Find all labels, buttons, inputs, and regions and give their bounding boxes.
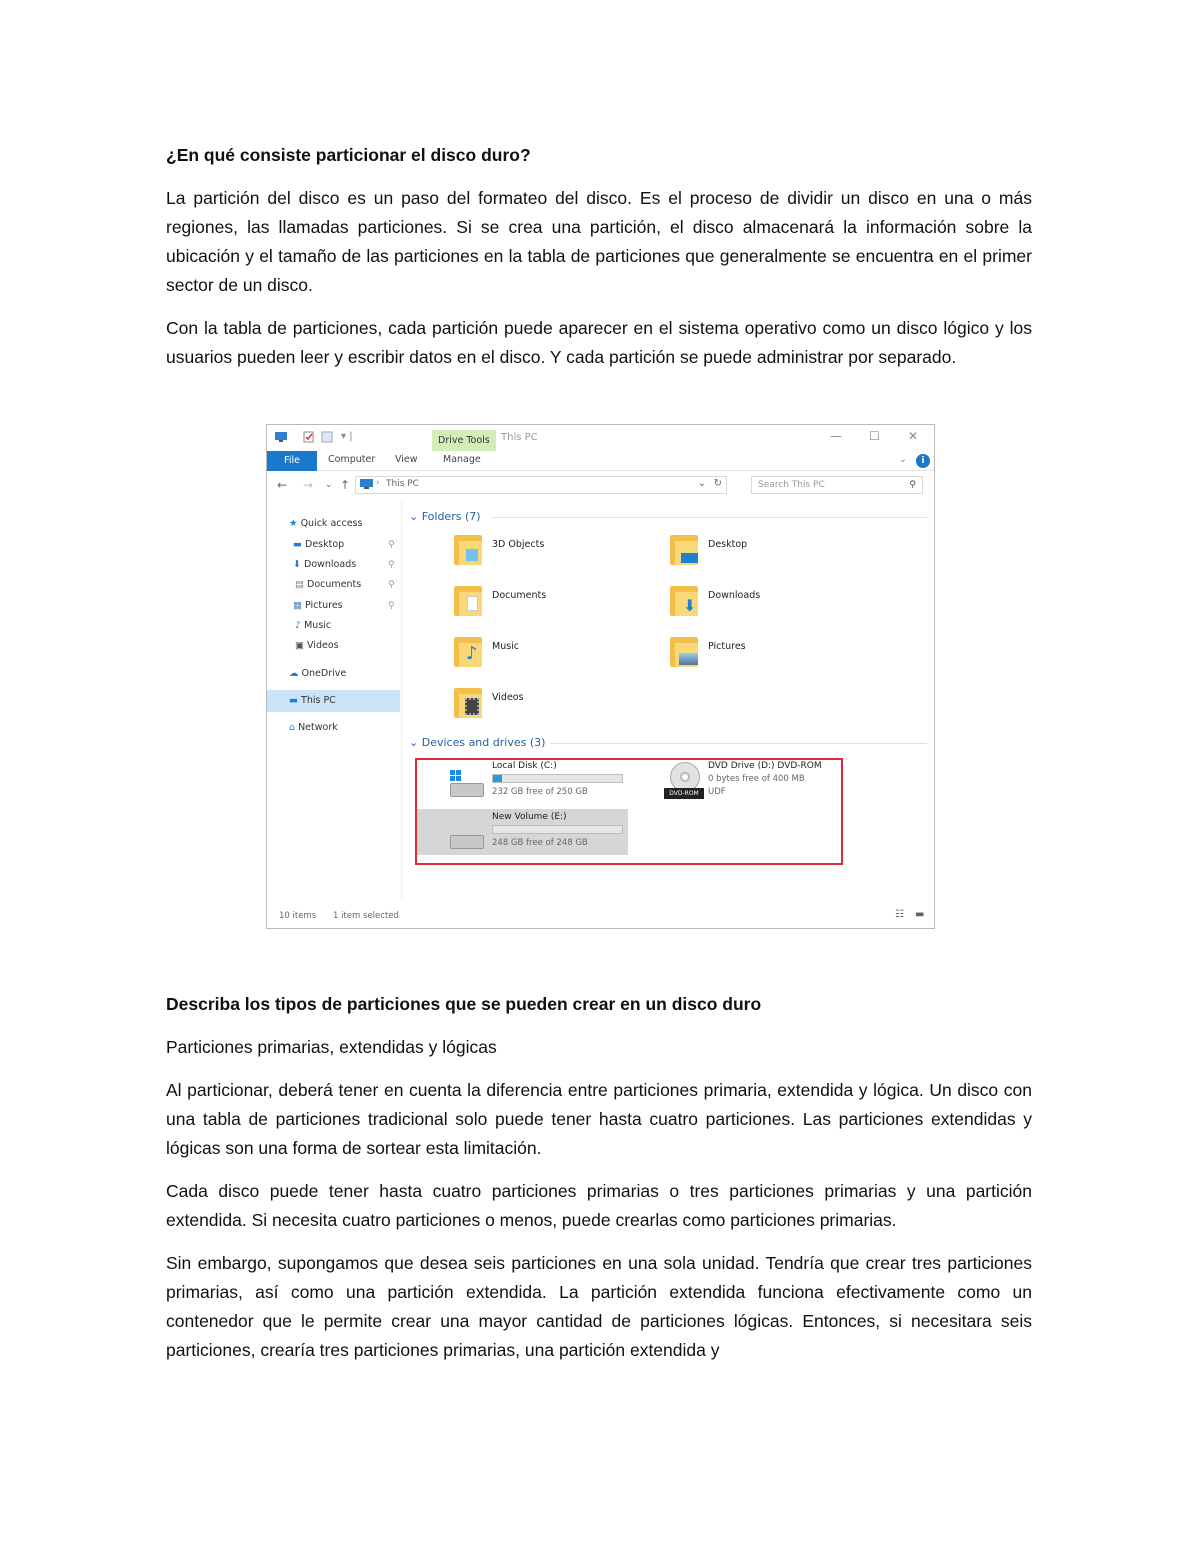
close-icon[interactable]: ✕ [908,429,919,443]
chevron-down-icon: ⌄ [409,510,419,523]
tiles-view-icon[interactable]: ▬ [915,909,925,920]
qa-dropdown-icon[interactable]: ▾ | [341,431,353,442]
tab-manage[interactable]: Manage [443,454,481,465]
search-placeholder: Search This PC [758,480,825,490]
drive-dvd-name[interactable]: DVD Drive (D:) DVD-ROM [708,761,822,771]
tab-view[interactable]: View [395,454,418,465]
nav-documents[interactable]: ▤ Documents [295,579,362,590]
drive-tools-tab[interactable]: Drive Tools [432,430,496,451]
section-partitioning [166,141,1032,372]
status-bar [267,907,934,927]
picture-icon: ▦ [293,600,302,611]
nav-this-pc[interactable]: ▬ This PC [289,695,336,706]
paragraph-4: Al particionar, deberá tener en cuenta la diferencia entre particiones primaria, extendida y lógica. Un disco con una tabla de particiones tradicional solo puede tener hasta cuatro particiones. Las particiones extendidas y lógicas son una forma de sortear esta limitación. [166,1080,1032,1158]
usage-fill [493,775,502,782]
window-title: This PC [501,432,538,443]
paragraph-3: Particiones primarias, extendidas y lógicas [166,1037,497,1057]
status-selected: 1 item selected [333,911,399,921]
minimize-icon[interactable]: — [830,429,842,443]
hard-drive-icon[interactable] [450,835,484,849]
paragraph-1: La partición del disco es un paso del formateo del disco. Es el proceso de dividir un disco en una o más regiones, las llamadas particiones. Si se crea una partición, el disco almacenará la información sobre la ubicación y el tamaño de las particiones en la tabla de particiones que generalmente se encuentra en el primer sector de un disco. [166,188,1032,295]
address-row [267,472,934,498]
folder-3d-objects[interactable]: 3D Objects [492,539,545,550]
hard-drive-icon[interactable] [450,783,484,797]
group-divider [491,517,927,518]
chevron-down-icon: ⌄ [409,736,419,749]
music-icon: ♪ [295,620,302,631]
folder-desktop-icon[interactable] [670,535,698,565]
nav-network[interactable]: ⌂ Network [289,722,338,733]
dvd-rom-label: DVD-ROM [664,788,704,799]
windows-logo-icon [450,770,462,782]
recent-dropdown-icon[interactable]: ⌄ [325,480,333,490]
back-arrow-icon[interactable]: ← [277,478,288,492]
network-icon: ⌂ [289,722,296,733]
drive-new-volume-usage-bar [492,825,623,834]
tab-file[interactable]: File [267,451,317,471]
nav-videos[interactable]: ▣ Videos [295,640,339,651]
status-item-count: 10 items [279,911,317,921]
nav-quick-access[interactable]: ★ Quick access [289,518,363,529]
heading-partition-types: Describa los tipos de particiones que se pueden crear en un disco duro [166,994,762,1014]
explorer-screenshot [266,424,935,929]
this-pc-icon [360,479,373,490]
search-icon: ⚲ [909,480,916,490]
nav-desktop[interactable]: ▬ Desktop [293,539,345,550]
up-arrow-icon[interactable]: ↑ [340,478,351,492]
folder-videos-icon[interactable] [454,688,482,718]
refresh-icon[interactable]: ↻ [713,478,722,489]
paragraph-5: Cada disco puede tener hasta cuatro particiones primarias o tres particiones primarias y una partición extendida. Si necesita cuatro particiones o menos, puede crearlas como particiones primarias. [166,1181,1032,1230]
properties-icon[interactable] [303,431,315,443]
folder-documents[interactable]: Documents [492,590,547,601]
forward-arrow-icon[interactable]: → [303,478,314,492]
drive-local-usage-bar [492,774,623,783]
details-view-icon[interactable]: ☷ [895,909,904,920]
computer-icon: ▬ [289,695,298,706]
ribbon-tabs [267,451,934,471]
folder-downloads[interactable]: Downloads [708,590,761,601]
ribbon-expand-icon[interactable]: ⌄ [899,454,907,465]
star-icon: ★ [289,518,298,529]
tab-computer[interactable]: Computer [328,454,376,465]
drive-new-volume-name[interactable]: New Volume (E:) [492,812,567,822]
help-icon[interactable]: i [916,454,930,468]
folders-group-header[interactable]: ⌄ Folders (7) [409,510,481,523]
paragraph-2: Con la tabla de particiones, cada partición puede aparecer en el sistema operativo como un disco lógico y los usuarios pueden leer y escribir datos en el disco. Y cada partición se puede administrar por separado. [166,318,1032,367]
nav-pictures[interactable]: ▦ Pictures [293,600,343,611]
desktop-icon: ▬ [293,539,302,550]
address-dropdown-icon[interactable]: ⌄ [697,478,706,489]
folder-pictures-icon[interactable] [670,637,698,667]
download-icon: ⬇ [293,559,301,570]
nav-music[interactable]: ♪ Music [295,620,332,631]
drive-dvd-filesystem: UDF [708,787,726,797]
pin-icon[interactable]: ⚲ [388,580,395,590]
search-input[interactable] [751,476,923,494]
title-bar [267,425,934,451]
folder-videos[interactable]: Videos [492,692,524,703]
document-icon: ▤ [295,579,304,590]
paragraph-6: Sin embargo, supongamos que desea seis particiones en una sola unidad. Tendría que crear tres particiones primarias, así como una partición extendida. La partición extendida funciona efectivamente como un contenedor que le permite crear una mayor cantidad de particiones lógicas. Entonces, si necesitara seis particiones, crearía tres particiones primarias, una partición extendida y [166,1253,1032,1360]
video-icon: ▣ [295,640,304,651]
drive-new-volume-free: 248 GB free of 248 GB [492,838,588,848]
pin-icon[interactable]: ⚲ [388,540,395,550]
address-separator-icon: › [376,478,380,488]
computer-icon [275,431,287,443]
group-divider [550,743,927,744]
folder-pictures[interactable]: Pictures [708,641,746,652]
drive-local-free: 232 GB free of 250 GB [492,787,588,797]
devices-group-header[interactable]: ⌄ Devices and drives (3) [409,736,546,749]
drive-local-name[interactable]: Local Disk (C:) [492,761,557,771]
navigation-pane [267,500,402,900]
address-text: This PC [386,479,419,489]
folder-music[interactable]: Music [492,641,520,652]
address-bar[interactable] [355,476,727,494]
folder-desktop[interactable]: Desktop [708,539,748,550]
nav-downloads[interactable]: ⬇ Downloads [293,559,357,570]
section-partition-types [166,990,1032,1365]
pin-icon[interactable]: ⚲ [388,560,395,570]
folder-documents-icon[interactable] [454,586,482,616]
nav-onedrive[interactable]: ☁ OneDrive [289,668,347,679]
new-folder-icon[interactable] [321,431,333,443]
pin-icon[interactable]: ⚲ [388,601,395,611]
heading-partitioning: ¿En qué consiste particionar el disco duro? [166,145,531,165]
drive-dvd-free: 0 bytes free of 400 MB [708,774,805,784]
cloud-icon: ☁ [289,668,299,679]
folder-music-icon[interactable]: ♪ [454,637,482,667]
folder-downloads-icon[interactable]: ⬇ [670,586,698,616]
folder-3d-objects-icon[interactable] [454,535,482,565]
maximize-icon[interactable]: ☐ [869,429,880,443]
